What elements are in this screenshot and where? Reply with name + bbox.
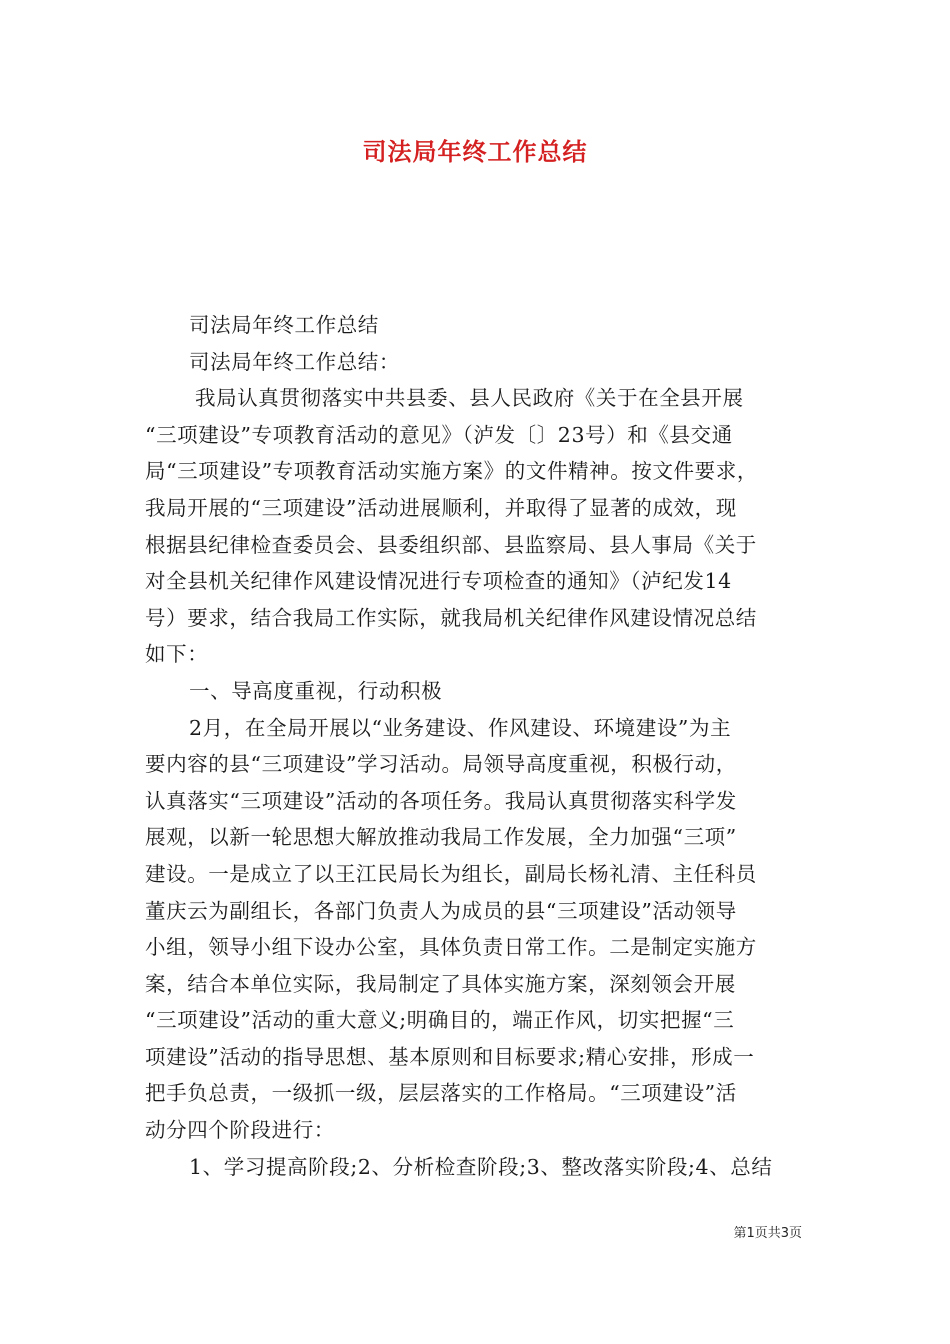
body-line: 小组，领导小组下设办公室，具体负责日常工作。二是制定实施方 [145, 935, 757, 960]
body-line: 动分四个阶段进行： [145, 1118, 335, 1143]
body-line: 如下： [145, 642, 209, 667]
document-title: 司法局年终工作总结 [362, 138, 588, 166]
body-line-subheading: 司法局年终工作总结： [189, 349, 400, 374]
body-line: 项建设”活动的指导思想、基本原则和目标要求;精心安排，形成一 [145, 1044, 755, 1069]
body-line: 2月，在全局开展以“业务建设、作风建设、环境建设”为主 [189, 715, 732, 740]
document-body [145, 307, 805, 1185]
page-number: 第1页共3页 [733, 1226, 802, 1241]
body-line: 局“三项建设”专项教育活动实施方案》的文件精神。按文件要求， [145, 459, 758, 484]
body-line: 根据县纪律检查委员会、县委组织部、县监察局、县人事局《关于 [145, 532, 757, 557]
body-line: 我局认真贯彻落实中共县委、县人民政府《关于在全县开展 [195, 386, 744, 411]
body-line: 要内容的县“三项建设”学习活动。局领导高度重视，积极行动， [145, 752, 737, 777]
body-line: 把手负总责，一级抓一级，层层落实的工作格局。“三项建设”活 [145, 1081, 737, 1106]
body-line: 1、学习提高阶段;2、分析检查阶段;3、整改落实阶段;4、总结 [189, 1154, 773, 1179]
body-line: 我局开展的“三项建设”活动进展顺利，并取得了显著的成效，现 [145, 495, 737, 520]
body-line: 董庆云为副组长，各部门负责人为成员的县“三项建设”活动领导 [145, 898, 737, 923]
body-line: 展观，以新一轮思想大解放推动我局工作发展，全力加强“三项” [145, 825, 737, 850]
body-line: 号）要求，结合我局工作实际，就我局机关纪律作风建设情况总结 [145, 605, 757, 630]
body-line: 案，结合本单位实际，我局制定了具体实施方案，深刻领会开展 [145, 971, 736, 996]
body-line: 认真落实“三项建设”活动的各项任务。我局认真贯彻落实科学发 [145, 788, 737, 813]
section-heading: 一、导高度重视，行动积极 [189, 678, 443, 703]
body-line: “三项建设”专项教育活动的意见》（泸发〔〕23号）和《县交通 [145, 422, 733, 447]
body-line-heading: 司法局年终工作总结 [189, 313, 379, 337]
body-line: 建设。一是成立了以王江民局长为组长，副局长杨礼清、主任科员 [145, 861, 757, 886]
body-line: “三项建设”活动的重大意义;明确目的，端正作风，切实把握“三 [145, 1008, 735, 1033]
body-line: 对全县机关纪律作风建设情况进行专项检查的通知》（泸纪发14 [145, 569, 732, 594]
